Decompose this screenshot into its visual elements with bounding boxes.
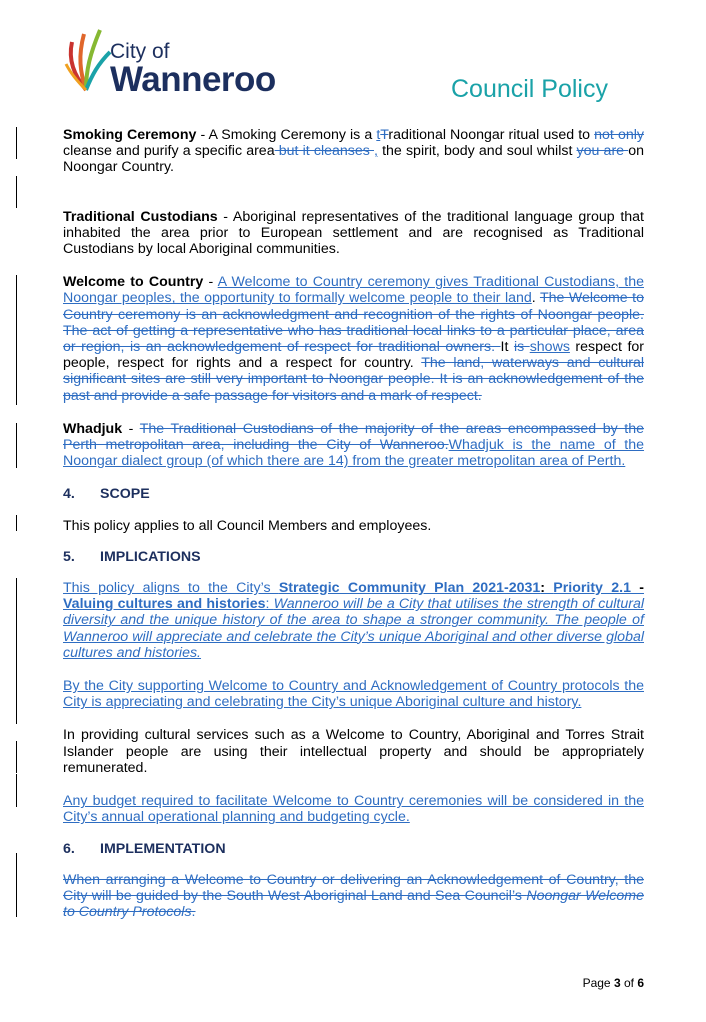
change-bar: [16, 853, 17, 917]
definition-traditional-custodians: Traditional Custodians - Aboriginal representatives of the traditional language group that inhabited the area prior to European settlement and are recognised as Traditional Custodians by local Aboriginal communities.: [63, 208, 644, 258]
logo-mark-icon: [64, 20, 114, 100]
change-bar: [16, 774, 17, 807]
section-heading-scope: 4. SCOPE: [63, 486, 150, 503]
change-bar: [16, 176, 17, 208]
policy-content: [63, 127, 644, 920]
definition-whadjuk: Whadjuk - The Traditional Custodians of the majority of the areas encompassed by the Perth metropolitan area, including the City of Wanneroo.Whadjuk is the name of the Noongar dialect group (of which there are 14) from the greater metropolitan area of Perth.: [63, 420, 645, 470]
change-bar: [16, 127, 17, 159]
implications-paragraph-4: Any budget required to facilitate Welcome to Country ceremonies will be considered in the City’s annual operational planning and budgeting cycle.: [63, 793, 644, 826]
scope-text: This policy applies to all Council Members and employees.: [63, 517, 432, 534]
doc-type-title: Council Policy: [450, 75, 608, 103]
change-bar: [16, 741, 17, 773]
change-bar: [16, 515, 17, 531]
section-heading-implementation: 6. IMPLEMENTATION: [63, 840, 226, 857]
section-heading-implications: 5. IMPLICATIONS: [63, 548, 201, 565]
city-logo: [64, 20, 294, 100]
implications-paragraph-3: In providing cultural services such as a Welcome to Country, Aboriginal and Torres Strait Islander people are using their intellectual property and should be appropriately remunerated.: [63, 727, 644, 776]
definition-smoking-ceremony: Smoking Ceremony - A Smoking Ceremony is a tTraditional Noongar ritual used to not only cleanse and purify a specific area but it cleanses , the spirit, body and soul whilst you are on Noongar Country.: [63, 127, 644, 176]
implications-paragraph-2: By the City supporting Welcome to Country and Acknowledgement of Country protocols the City is appreciating and celebrating the City’s unique Aboriginal culture and history.: [63, 678, 644, 711]
logo-city-text: City of: [110, 40, 170, 63]
change-bar: [16, 275, 17, 405]
definition-welcome-to-country: Welcome to Country - A Welcome to Country ceremony gives Traditional Custodians, the Noongar peoples, the opportunity to formally welcome people to their land. The Welcome to Country ceremony is an acknowledgment and recognition of the rights of Noongar people. The act of getting a representative who has traditional local links to a particular place, area or region, is an acknowledgement of respect for traditional owners. It is shows respect for people, respect for rights and a respect for country. The land, waterways and cultural significant sites are still very important to Noongar people. It is an acknowledgement of the past and provide a safe passage for visitors and a mark of respect.: [63, 274, 645, 404]
page-number: Page 3 of 6: [582, 976, 644, 990]
change-bar: [16, 423, 17, 468]
implications-paragraph-1: This policy aligns to the City’s Strategic Community Plan 2021-2031: Priority 2.1 - Valuing cultures and histories: Wanneroo will be a City that utilises the strength of cultural diversity and the unique history of the area to shape a stronger community. The people of Wanneroo will appreciate and celebrate the City’s unique Aboriginal and other diverse global cultures and histories.: [63, 580, 644, 661]
change-bar: [16, 578, 17, 724]
logo-name-text: Wanneroo: [110, 60, 276, 99]
implementation-text: When arranging a Welcome to Country or delivering an Acknowledgement of Country, the City will be guided by the South West Aboriginal Land and Sea Council’s Noongar Welcome to Country Protocols.: [63, 871, 644, 921]
